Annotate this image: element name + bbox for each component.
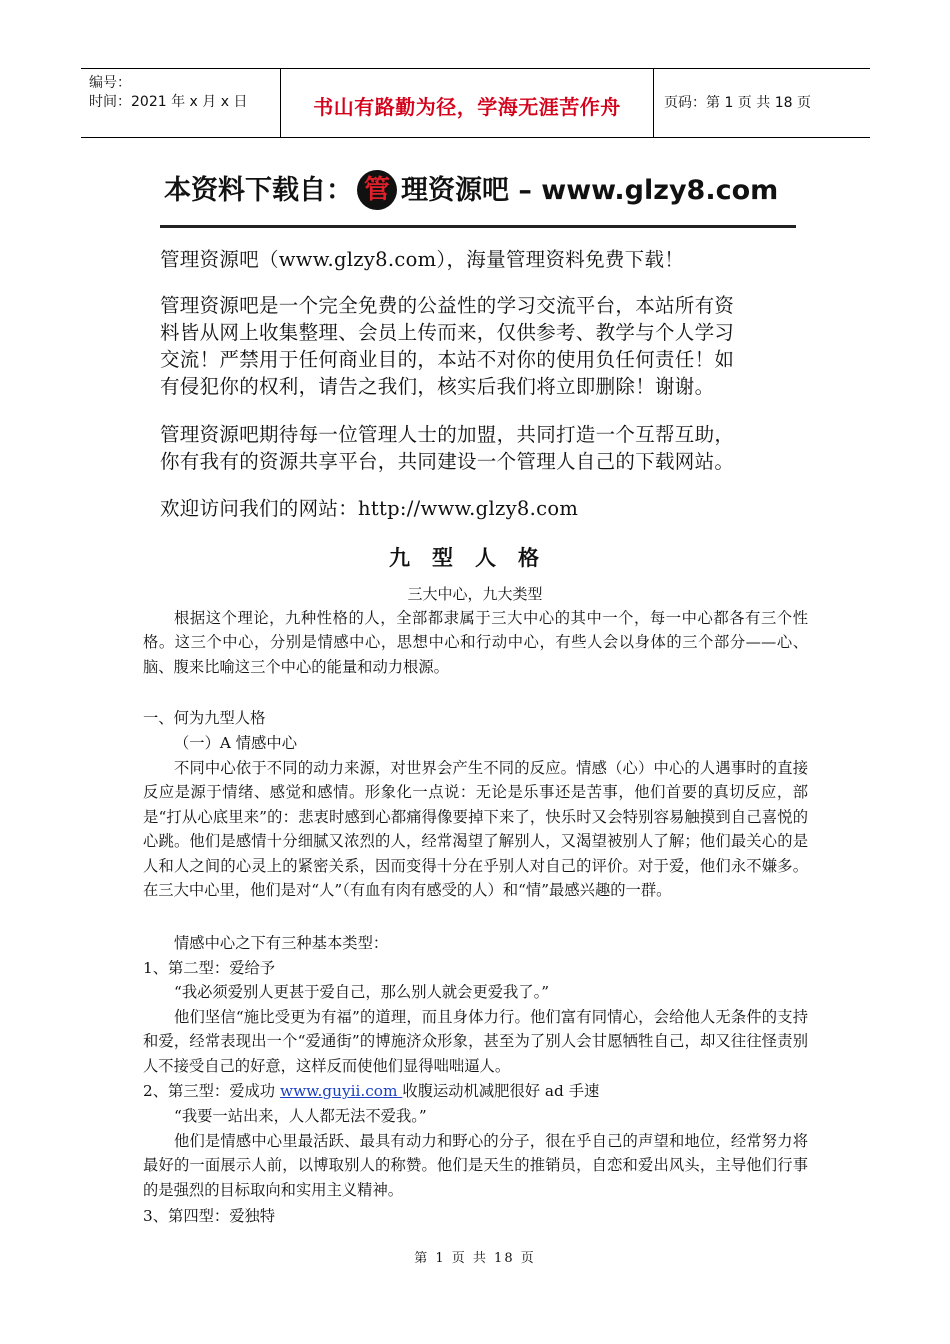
ad-para2-line: 有侵犯你的权利，请告之我们，核实后我们将立即删除！谢谢。 [160, 375, 715, 398]
banner-title [164, 168, 778, 214]
ad-para2-line: 管理资源吧是一个完全免费的公益性的学习交流平台，本站所有资 [160, 294, 735, 317]
ad-para2-line: 交流！严禁用于任何商业目的，本站不对你的使用负任何责任！如 [160, 348, 735, 371]
ad-line1: 管理资源吧（www.glzy8.com），海量管理资料免费下载！ [160, 248, 685, 271]
subsection-heading: （一）A 情感中心 [174, 734, 297, 752]
intro-paragraph: 根据这个理论，九种性格的人，全部都隶属于三大中心的其中一个，每一中心都各有三个性格。这三个中心，分别是情感中心，思想中心和行动中心，有些人会以身体的三个部分——心、脑、腹来比喻这三个中心的能量和动力根源。 [143, 609, 808, 676]
doc-subtitle: 三大中心，九大类型 [407, 585, 543, 603]
header-meta-cell [81, 69, 281, 137]
ad-para3 [160, 421, 800, 475]
site-logo-icon: 管 [357, 170, 397, 210]
number-label: 编号： [89, 75, 131, 91]
ad-visit: 欢迎访问我们的网站：http://www.glzy8.com [160, 497, 579, 520]
banner-prefix: 本资料下载自： [164, 175, 353, 206]
document-header [81, 68, 870, 138]
time-label: 时间：2021 年 x 月 x 日 [89, 94, 248, 110]
type3-heading-text: 2、第三型：爱成功 [143, 1082, 280, 1100]
page-info: 页码：第 1 页 共 18 页 [664, 95, 811, 111]
type3-description: 他们是情感中心里最活跃、最具有动力和野心的分子，很在乎自己的声望和地位，经常努力将最好的一面展示人前，以博取别人的称赞。他们是天生的推销员，自恋和爱出风头，主导他们行事的是强烈的目标取向和实用主义精神。 [143, 1132, 808, 1199]
type3-heading [143, 1079, 808, 1103]
type3-heading-tail: 收腹运动机减肥很好 ad 手速 [402, 1082, 600, 1100]
page-footer: 第 1 页 共 18 页 [414, 1251, 536, 1266]
header-motto-cell [281, 69, 654, 137]
type2-quote: “我必须爱别人更甚于爱自己，那么别人就会更爱我了。” [174, 983, 550, 1001]
ad-para3-line: 管理资源吧期待每一位管理人士的加盟，共同打造一个互帮互助， [160, 423, 735, 446]
banner-divider [160, 225, 796, 228]
type3-quote: “我要一站出来，人人都无法不爱我。” [174, 1107, 427, 1125]
type2-description: 他们坚信“施比受更为有福”的道理，而且身体力行。他们富有同情心，会给他人无条件的支持和爱，经常表现出一个“爱通街”的博施济众形象，甚至为了别人会甘愿牺牲自己，却又往往怪责别人不接受自己的好意，这样反而使他们显得咄咄逼人。 [143, 1008, 808, 1075]
motto: 书山有路勤为径，学海无涯苦作舟 [313, 95, 621, 119]
ad-para3-line: 你有我有的资源共享平台，共同建设一个管理人自己的下载网站。 [160, 450, 735, 473]
ad-link[interactable]: www.guyii.com [279, 1082, 403, 1100]
ad-para2 [160, 292, 800, 400]
three-types-line: 情感中心之下有三种基本类型： [174, 934, 389, 952]
emotion-center-paragraph: 不同中心依于不同的动力来源，对世界会产生不同的反应。情感（心）中心的人遇事时的直接反应是源于情绪、感觉和感情。形象化一点说：无论是乐事还是苦事，他们首要的真切反应，部是“打从心底里来”的：悲衷时感到心都痛得像要掉下来了，快乐时又会特别容易触摸到自己喜悦的心跳。他们是感情十分细腻又浓烈的人，经常渴望了解别人，又渴望被别人了解；他们最关心的是人和人之间的心灵上的紧密关系，因而变得十分在乎别人对自己的评价。对于爱，他们永不嫌多。在三大中心里，他们是对“人”（有血有肉有感受的人）和“情”最感兴趣的一群。 [143, 759, 808, 900]
doc-title: 九型人格 [389, 545, 561, 570]
banner-suffix: 理资源吧 – www.glzy8.com [401, 175, 779, 206]
section-heading: 一、何为九型人格 [143, 709, 266, 727]
type4-heading: 3、第四型：爱独特 [143, 1207, 276, 1225]
ad-para2-line: 料皆从网上收集整理、会员上传而来，仅供参考、教学与个人学习 [160, 321, 735, 344]
header-page-cell [654, 69, 870, 137]
type2-heading: 1、第二型：爱给予 [143, 959, 276, 977]
